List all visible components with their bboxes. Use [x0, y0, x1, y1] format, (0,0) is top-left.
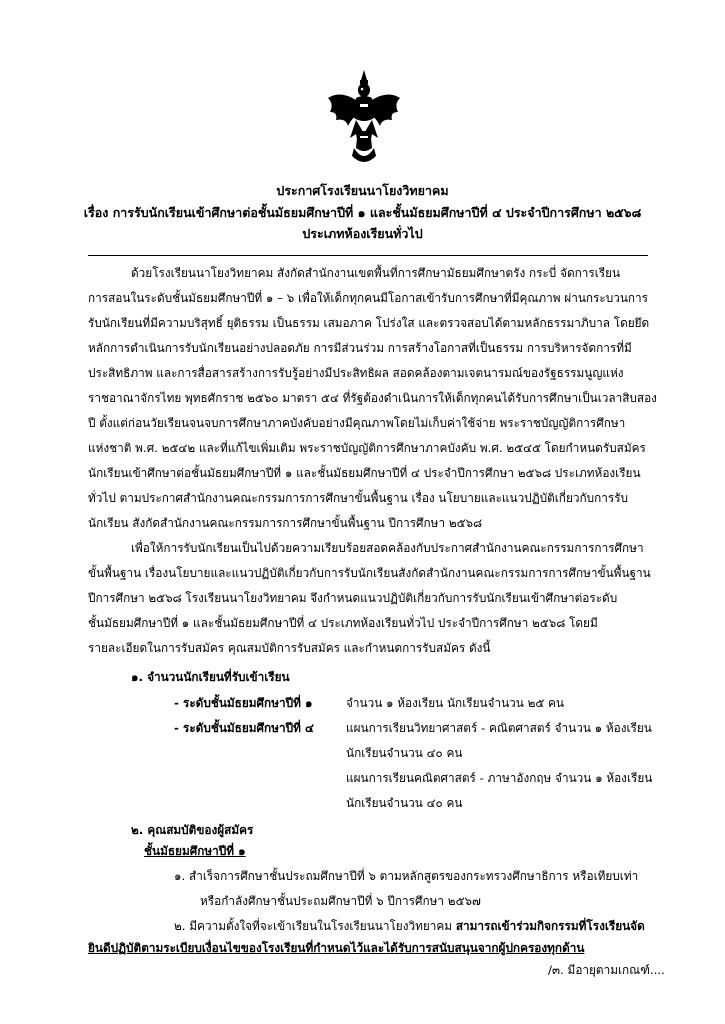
paragraph-2-line: ชั้นมัธยมศึกษาปีที่ ๑ และชั้นมัธยมศึกษาปีที่ ๔ ประเภทห้องเรียนทั่วไป ประจำปีการศึกษา ๒๕๖๘ โดยมี — [88, 616, 598, 630]
paragraph-2-line: เพื่อให้การรับนักเรียนเป็นไปด้วยความเรียบร้อยสอดคล้องกับประกาศสำนักงานคณะกรรมการการศึกษา — [131, 541, 644, 555]
m4-plan-math-english: แผนการเรียนคณิตศาสตร์ - ภาษาอังกฤษ จำนวน ๑ ห้องเรียน — [346, 771, 653, 785]
paragraph-1-line: ด้วยโรงเรียนนาโยงวิทยาคม สังกัดสำนักงานเขตพื้นที่การศึกษามัธยมศึกษาตรัง กระบี่ จัดการเรียน — [131, 266, 621, 280]
announcement-type: ประเภทห้องเรียนทั่วไป — [302, 226, 423, 241]
qualification-2-emphasis: สามารถเข้าร่วมกิจกรรมที่โรงเรียนจัด — [455, 919, 645, 933]
paragraph-1-line: ปี ตั้งแต่ก่อนวัยเรียนจนจบการศึกษาภาคบังคับอย่างมีคุณภาพโดยไม่เก็บค่าใช้จ่าย พระราชบัญญัติการศึกษา — [88, 416, 626, 430]
qualification-1-line: ๑. สำเร็จการศึกษาชั้นประถมศึกษาปีที่ ๖ ตามหลักสูตรของกระทรวงศึกษาธิการ หรือเทียบเท่า — [174, 869, 639, 883]
paragraph-1-line: นักเรียน สังกัดสำนักงานคณะกรรมการการศึกษาขั้นพื้นฐาน ปีการศึกษา ๒๕๖๘ — [88, 516, 483, 530]
paragraph-1-line: ราชอาณาจักรไทย พุทธศักราช ๒๕๖๐ มาตรา ๕๔ ที่รัฐต้องดำเนินการให้เด็กทุกคนได้รับการศึกษาเป็นเวลาสิบสอง — [88, 391, 657, 405]
page-continuation-marker: /๓. มีอายุตามเกณฑ์.... — [548, 963, 665, 977]
paragraph-1-line: หลักการดำเนินการรับนักเรียนอย่างปลอดภัย การมีส่วนร่วม การสร้างโอกาสที่เป็นธรรม การบริหารจัดการที่มี — [88, 341, 632, 355]
paragraph-1-line: ทั่วไป ตามประกาศสำนักงานคณะกรรมการการศึกษาขั้นพื้นฐาน เรื่อง นโยบายและแนวปฏิบัติเกี่ยวกับการรับ — [88, 491, 629, 505]
paragraph-1-line: การสอนในระดับชั้นมัธยมศึกษาปีที่ ๑ – ๖ เพื่อให้เด็กทุกคนมีโอกาสเข้ารับการศึกษาที่มีคุณภาพ ผ่านกระบวนการ — [88, 291, 649, 305]
paragraph-2-line: รายละเอียดในการรับสมัคร คุณสมบัติการรับสมัคร และกำหนดการรับสมัคร ดังนี้ — [88, 641, 491, 655]
m4-plan-science-math-students: นักเรียนจำนวน ๔๐ คน — [346, 746, 463, 760]
announcement-subject: เรื่อง การรับนักเรียนเข้าศึกษาต่อชั้นมัธยมศึกษาปีที่ ๑ และชั้นมัธยมศึกษาปีที่ ๔ ประจำปีการศึกษา ๒๕๖๘ — [83, 205, 642, 220]
m4-plan-math-english-students: นักเรียนจำนวน ๔๐ คน — [346, 796, 463, 810]
paragraph-1-line: รับนักเรียนที่มีความบริสุทธิ์ ยุติธรรม เป็นธรรม เสมอภาค โปร่งใส และตรวจสอบได้ตามหลักธรรมาภิบาล โดยยึด — [88, 316, 650, 330]
section-1-heading: ๑. จำนวนนักเรียนที่รับเข้าเรียน — [131, 670, 290, 684]
section-2-heading: ๒. คุณสมบัติของผู้สมัคร — [131, 823, 254, 837]
paragraph-1-line: นักเรียนเข้าศึกษาต่อชั้นมัธยมศึกษาปีที่ ๑ และชั้นมัธยมศึกษาปีที่ ๔ ประจำปีการศึกษา ๒๕๖๘ ประเภทห้องเรียน — [88, 466, 641, 480]
paragraph-1-line: ประสิทธิภาพ และการสื่อสารสร้างการรับรู้อย่างมีประสิทธิผล สอดคล้องตามเจตนารมณ์ของรัฐธรรมนูญแห่ง — [88, 366, 624, 380]
m1-quota-label: - ระดับชั้นมัธยมศึกษาปีที่ ๑ — [174, 696, 313, 710]
qualification-2-text: ๒. มีความตั้งใจที่จะเข้าเรียนในโรงเรียนนาโยงวิทยาคม — [174, 919, 456, 933]
qualification-1-line: หรือกำลังศึกษาชั้นประถมศึกษาปีที่ ๖ ปีการศึกษา ๒๕๖๗ — [200, 894, 481, 908]
paragraph-1-line: แห่งชาติ พ.ศ. ๒๕๔๒ และที่แก้ไขเพิ่มเติม พระราชบัญญัติการศึกษาภาคบังคับ พ.ศ. ๒๕๔๕ โดยกำหนดรับสมัคร — [88, 441, 646, 455]
qualification-2-continuation: ยินดีปฏิบัติตามระเบียบเงื่อนไขของโรงเรียนที่กำหนดไว้และได้รับการสนับสนุนจากผู้ปกครองทุกด้าน — [88, 941, 585, 955]
m4-plan-science-math: แผนการเรียนวิทยาศาสตร์ - คณิตศาสตร์ จำนวน ๑ ห้องเรียน — [346, 721, 652, 735]
m1-qualifications-subheading: ชั้นมัธยมศึกษาปีที่ ๑ — [144, 844, 246, 858]
header-divider — [88, 255, 648, 256]
paragraph-2-line: ปีการศึกษา ๒๕๖๘ โรงเรียนนาโยงวิทยาคม จึงกำหนดแนวปฏิบัติเกี่ยวกับการรับนักเรียนเข้าศึกษาต่อระดับ — [88, 591, 618, 605]
m4-quota-label: - ระดับชั้นมัธยมศึกษาปีที่ ๔ — [174, 721, 314, 735]
qualification-2-line — [174, 918, 645, 934]
announcement-title: ประกาศโรงเรียนนาโยงวิทยาคม — [276, 183, 449, 198]
m1-quota-detail: จำนวน ๑ ห้องเรียน นักเรียนจำนวน ๒๕ คน — [346, 696, 564, 710]
paragraph-2-line: ขั้นพื้นฐาน เรื่องนโยบายและแนวปฏิบัติเกี่ยวกับการรับนักเรียนสังกัดสำนักงานคณะกรรมการการศึกษาขั้นพื้นฐาน — [88, 566, 651, 580]
garuda-emblem-icon — [326, 68, 402, 168]
